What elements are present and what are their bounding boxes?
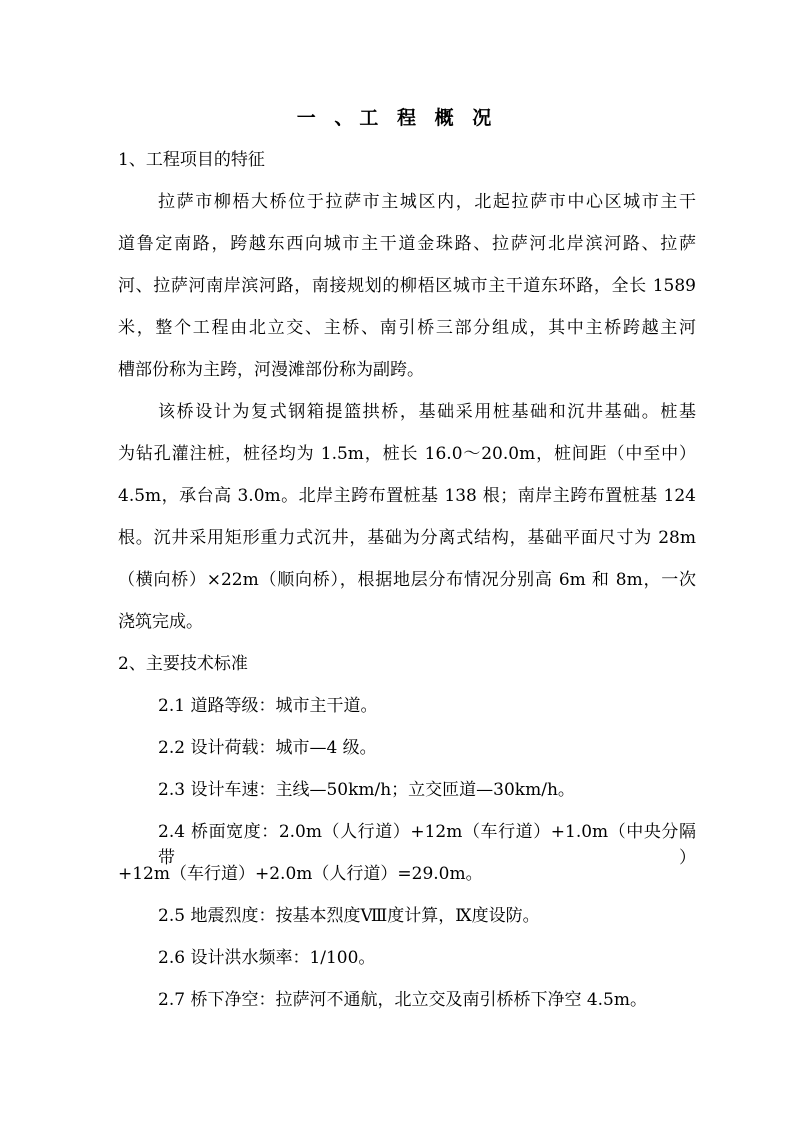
section-1-para-2-line-4: 根。沉井采用矩形重力式沉井，基础为分离式结构，基础平面尺寸为 28m xyxy=(118,528,696,548)
section-1-para-2-line-1: 该桥设计为复式钢箱提篮拱桥，基础采用桩基础和沉井基础。桩基 xyxy=(158,402,696,422)
section-1-para-2-line-2: 为钻孔灌注桩，桩径均为 1.5m，桩长 16.0～20.0m，桩间距（中至中） xyxy=(118,444,696,464)
standard-item-2-5: 2.5 地震烈度：按基本烈度Ⅷ度计算，Ⅸ度设防。 xyxy=(158,906,540,926)
standard-item-2-6: 2.6 设计洪水频率：1/100。 xyxy=(158,948,376,968)
section-1-para-2-line-5: （横向桥）×22m（顺向桥），根据地层分布情况分别高 6m 和 8m，一次 xyxy=(118,570,696,590)
section-1-heading: 1、工程项目的特征 xyxy=(118,150,265,170)
standard-item-2-4-line-2: +12m（车行道）+2.0m（人行道）=29.0m。 xyxy=(118,864,483,884)
section-1-para-1-line-3: 河、拉萨河南岸滨河路，南接规划的柳梧区城市主干道东环路，全长 1589 xyxy=(118,276,696,296)
standard-item-2-4-line-1: 2.4 桥面宽度：2.0m（人行道）+12m（车行道）+1.0m（中央分隔带） xyxy=(158,822,696,868)
section-1-para-1-line-1: 拉萨市柳梧大桥位于拉萨市主城区内，北起拉萨市中心区城市主干 xyxy=(158,192,696,212)
section-1-para-1-line-4: 米，整个工程由北立交、主桥、南引桥三部分组成，其中主桥跨越主河 xyxy=(118,318,696,338)
section-1-para-1-line-2: 道鲁定南路，跨越东西向城市主干道金珠路、拉萨河北岸滨河路、拉萨 xyxy=(118,234,696,254)
standard-item-2-7: 2.7 桥下净空：拉萨河不通航，北立交及南引桥桥下净空 4.5m。 xyxy=(158,990,647,1010)
standard-item-2-2: 2.2 设计荷载：城市—4 级。 xyxy=(158,738,377,758)
standard-item-2-1: 2.1 道路等级：城市主干道。 xyxy=(158,696,378,716)
section-1-para-1-line-5: 槽部份称为主跨，河漫滩部份称为副跨。 xyxy=(118,360,424,380)
section-2-heading: 2、主要技术标准 xyxy=(118,654,248,674)
section-1-para-2-line-6: 浇筑完成。 xyxy=(118,612,203,632)
section-1-para-2-line-3: 4.5m，承台高 3.0m。北岸主跨布置桩基 138 根；南岸主跨布置桩基 124 xyxy=(118,486,696,506)
page-title: 一 、工 程 概 况 xyxy=(296,107,498,129)
standard-item-2-3: 2.3 设计车速：主线—50km/h；立交匝道—30km/h。 xyxy=(158,780,575,800)
